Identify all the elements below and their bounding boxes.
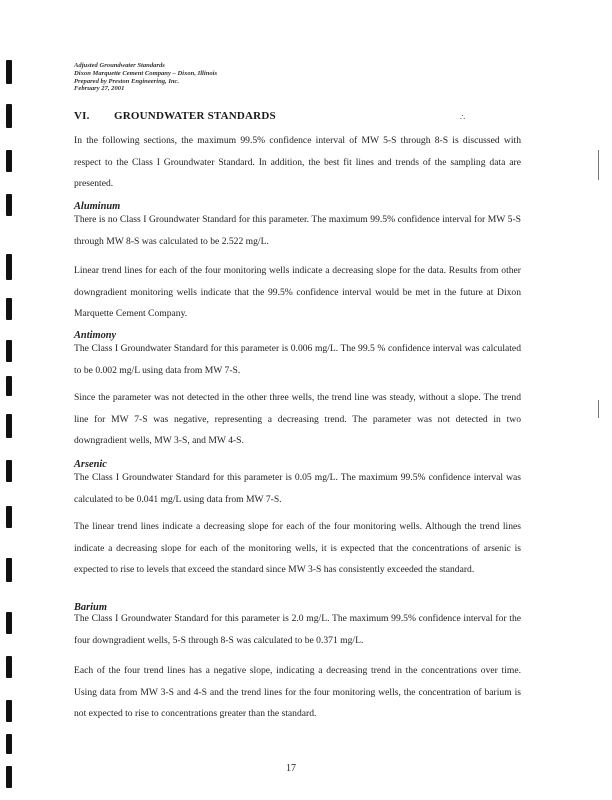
header-line-title: Adjusted Groundwater Standards xyxy=(74,62,165,69)
section-title: GROUNDWATER STANDARDS xyxy=(114,110,276,122)
arsenic-heading: Arsenic xyxy=(74,459,107,470)
scan-binder-mark xyxy=(6,340,12,362)
scan-binder-mark xyxy=(6,656,12,678)
barium-paragraph-1: The Class I Groundwater Standard for this parameter is 2.0 mg/L. The maximum 99.5% confidence interval for the four downgradient wells, 5-S through 8-S was calculated to be 0.371 mg/L. xyxy=(74,613,521,646)
scan-binder-mark xyxy=(6,460,12,482)
header-line-date: February 27, 2001 xyxy=(74,85,125,93)
scan-binder-mark xyxy=(6,558,12,582)
scan-binder-mark xyxy=(6,734,12,754)
antimony-paragraph-2: Since the parameter was not detected in the other three wells, the trend line was steady, without a slope. The trend line for MW 7-S was negative, representing a decreasing trend. The parameter was not detected in two downgradient wells, MW 3-S, and MW 4-S. xyxy=(74,392,521,446)
scan-binder-mark xyxy=(6,700,12,722)
antimony-paragraph-1: The Class I Groundwater Standard for this parameter is 0.006 mg/L. The 99.5 % confidence interval was calculated to be 0.002 mg/L using data from MW 7-S. xyxy=(74,343,521,376)
scan-binder-mark xyxy=(6,194,12,216)
scan-artifact-icon: ∴ xyxy=(460,113,466,122)
document-header xyxy=(74,62,217,93)
header-line-preparer: Prepared by Preston Engineering, Inc. xyxy=(74,77,180,85)
aluminum-paragraph-2: Linear trend lines for each of the four monitoring wells indicate a decreasing slope for the data. Results from other downgradient monitoring wells indicate that the 99.5% confidence interval would be met in the future at Dixon Marquette Cement Company. xyxy=(74,265,521,319)
intro-paragraph: In the following sections, the maximum 99.5% confidence interval of MW 5-S through 8-S is discussed with respect to the Class I Groundwater Standard. In addition, the best fit lines and trends of the sampling data are presented. xyxy=(74,135,521,189)
scan-binder-mark xyxy=(6,104,12,128)
barium-heading: Barium xyxy=(74,602,107,613)
arsenic-paragraph-1: The Class I Groundwater Standard for this parameter is 0.05 mg/L. The maximum 99.5% confidence interval was calculated to be 0.041 mg/L using data from MW 7-S. xyxy=(74,472,521,505)
scan-binder-mark xyxy=(6,506,12,528)
scan-binder-mark xyxy=(6,60,12,84)
scan-edge-mark xyxy=(598,400,599,418)
section-number: VI. xyxy=(74,110,90,122)
scan-binder-mark xyxy=(6,612,12,634)
scan-binder-mark xyxy=(6,376,12,396)
page-number: 17 xyxy=(286,763,296,774)
aluminum-heading: Aluminum xyxy=(74,201,121,212)
scan-binder-mark xyxy=(6,766,12,788)
barium-paragraph-2: Each of the four trend lines has a negative slope, indicating a decreasing trend in the concentrations over time. Using data from MW 3-S and 4-S and the trend lines for the four monitoring wells, the concentration of barium is not expected to rise to concentrations greater than the standard. xyxy=(74,665,521,719)
scan-binder-mark xyxy=(6,150,12,172)
scan-binder-mark xyxy=(6,254,12,280)
scan-binder-mark xyxy=(6,298,12,320)
scan-edge-mark xyxy=(598,150,599,180)
scan-binder-mark xyxy=(6,414,12,438)
antimony-heading: Antimony xyxy=(74,330,117,341)
aluminum-paragraph-1: There is no Class I Groundwater Standard for this parameter. The maximum 99.5% confidence interval for MW 5-S through MW 8-S was calculated to be 2.522 mg/L. xyxy=(74,214,521,247)
header-line-company: Dixon Marquette Cement Company – Dixon, Illinois xyxy=(74,69,218,77)
section-heading xyxy=(74,110,276,122)
arsenic-paragraph-2: The linear trend lines indicate a decreasing slope for each of the four monitoring wells. Although the trend lines indicate a decreasing slope for each of the monitoring wells, it is expected that the concentrations of arsenic is expected to rise to levels that exceed the standard since MW 3-S has consistently exceeded the standard. xyxy=(74,521,521,575)
